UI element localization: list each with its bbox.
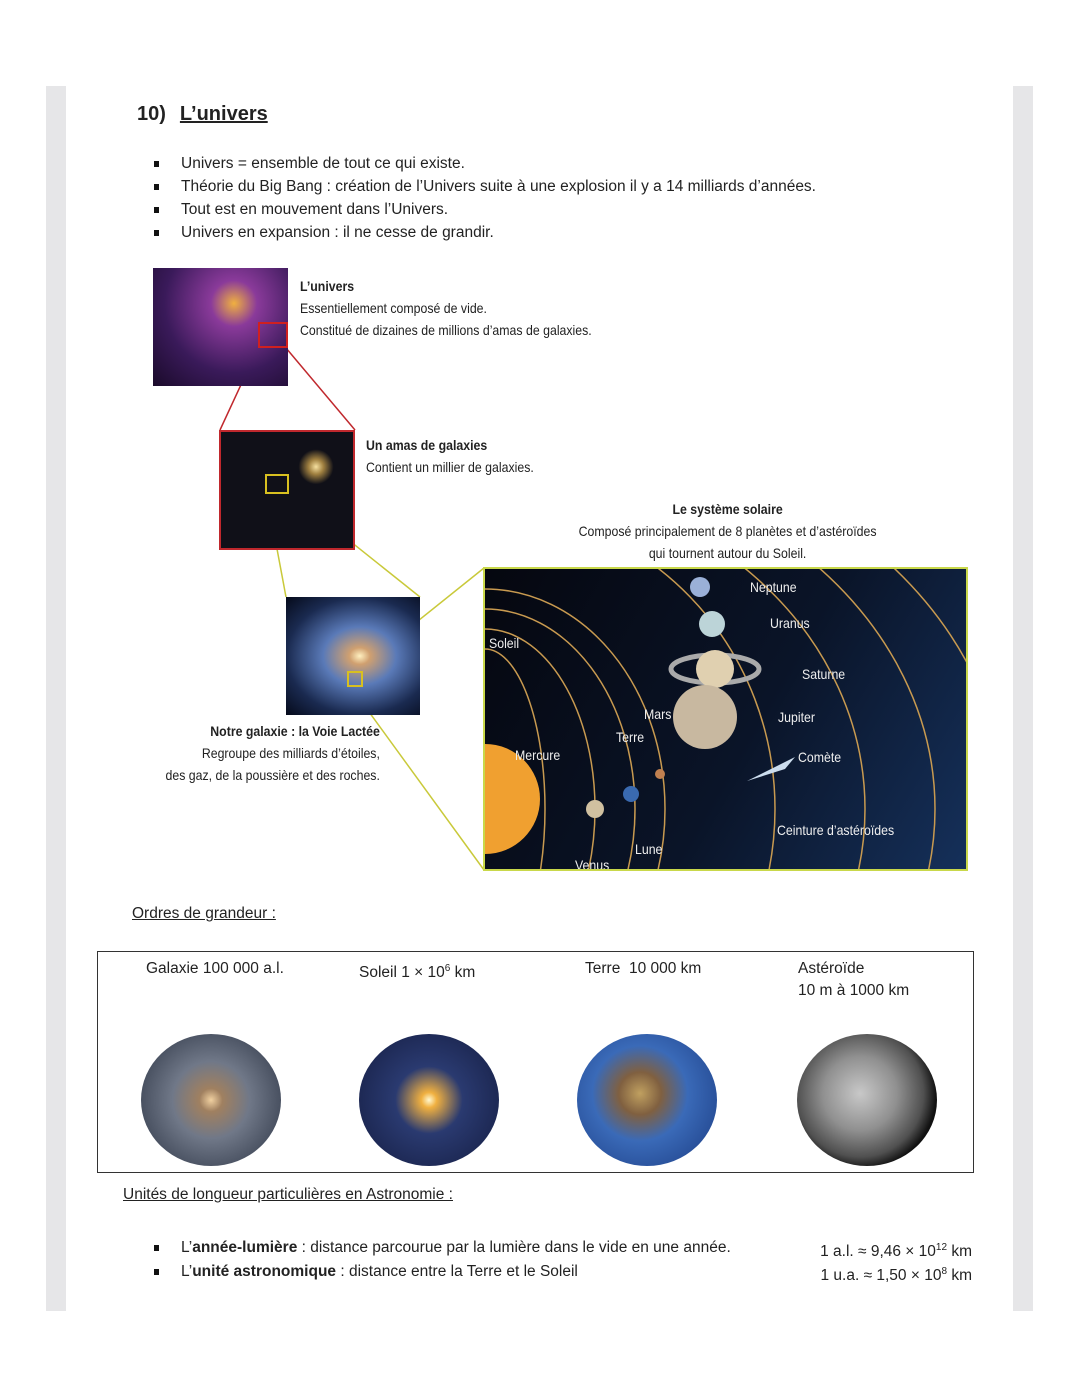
- amas-caption: [366, 434, 534, 478]
- milky-way-image: [286, 597, 420, 715]
- caption-line: Regroupe des milliards d’étoiles,: [201, 745, 380, 761]
- universe-image: [153, 268, 288, 386]
- earth-image: [577, 1034, 717, 1166]
- item-size: 100 000 a.l.: [202, 960, 284, 977]
- item-size: 10 000 km: [628, 960, 702, 977]
- value-unit: km: [947, 1267, 972, 1285]
- label-soleil: Soleil: [489, 635, 520, 651]
- caption-line: Constitué de dizaines de millions d’amas de galaxies.: [300, 322, 592, 338]
- zoom-frame: [265, 474, 289, 494]
- value-exponent: 8: [941, 1266, 948, 1277]
- list-item: [150, 1260, 972, 1284]
- item-name: Astéroïde: [798, 960, 865, 977]
- sun-image: [359, 1034, 499, 1166]
- caption-line: des gaz, de la poussière et des roches.: [165, 767, 380, 783]
- galaxy-cluster-image: [219, 430, 355, 550]
- item-size: 1 × 10: [401, 964, 445, 982]
- term: année-lumière: [192, 1239, 298, 1256]
- term: unité astronomique: [192, 1263, 337, 1280]
- label-mercure: Mercure: [515, 747, 561, 763]
- label-neptune: Neptune: [750, 579, 797, 595]
- caption-line: qui tournent autour du Soleil.: [648, 545, 807, 561]
- asteroid-image: [797, 1034, 937, 1166]
- systeme-caption: [556, 498, 899, 564]
- ordres-table: [97, 951, 974, 1173]
- label-jupiter: Jupiter: [778, 709, 815, 725]
- item-name: Galaxie: [146, 960, 199, 977]
- ordre-soleil: [359, 958, 475, 984]
- caption-line: Contient un millier de galaxies.: [366, 459, 534, 475]
- item-exponent: 6: [444, 963, 451, 974]
- section-title: L’univers: [179, 103, 268, 125]
- caption-title: L’univers: [300, 278, 355, 294]
- item-size: 10 m à 1000 km: [798, 982, 910, 999]
- list-item: Théorie du Big Bang : création de l’Univers suite à une explosion il y a 14 milliards d’années.: [150, 175, 816, 198]
- value-exponent: 12: [935, 1242, 948, 1253]
- caption-title: Le système solaire: [672, 501, 783, 517]
- galaxie-caption: [137, 720, 380, 786]
- caption-line: Composé principalement de 8 planètes et d’astéroïdes: [578, 523, 877, 539]
- item-name: Soleil: [359, 964, 397, 982]
- prefix: L’: [181, 1263, 193, 1280]
- value-base: 1 u.a. ≈ 1,50 × 10: [820, 1267, 942, 1285]
- ordre-galaxie: [146, 958, 284, 980]
- label-ceinture: Ceinture d’astéroïdes: [777, 822, 895, 838]
- value-unit: km: [947, 1243, 972, 1261]
- list-item: Univers en expansion : il ne cesse de grandir.: [150, 221, 816, 244]
- univers-caption: [300, 275, 592, 341]
- item-unit: km: [450, 964, 476, 982]
- prefix: L’: [181, 1239, 193, 1256]
- value-base: 1 a.l. ≈ 9,46 × 10: [820, 1243, 936, 1261]
- label-saturne: Saturne: [802, 666, 846, 682]
- galaxy-image: [141, 1034, 281, 1166]
- value: [820, 1260, 972, 1288]
- unites-heading: Unités de longueur particulières en Astronomie :: [123, 1186, 453, 1203]
- label-venus: Venus: [575, 857, 610, 871]
- section-number: 10): [137, 103, 166, 125]
- ordre-terre: [585, 958, 701, 980]
- ordres-heading: Ordres de grandeur :: [132, 905, 276, 922]
- ordre-asteroide: [798, 958, 909, 1002]
- definition: : distance entre la Terre et le Soleil: [336, 1263, 578, 1280]
- caption-title: Un amas de galaxies: [366, 437, 488, 453]
- label-lune: Lune: [635, 841, 663, 857]
- label-mars: Mars: [644, 706, 672, 722]
- label-terre: Terre: [616, 729, 645, 745]
- list-item: Tout est en mouvement dans l’Univers.: [150, 198, 816, 221]
- item-name: Terre: [585, 960, 621, 977]
- label-uranus: Uranus: [770, 615, 810, 631]
- caption-title: Notre galaxie : la Voie Lactée: [210, 723, 380, 739]
- orbits: [485, 569, 968, 871]
- list-item: Univers = ensemble de tout ce qui existe.: [150, 152, 816, 175]
- unites-list: [150, 1236, 972, 1284]
- label-comete: Comète: [798, 749, 842, 765]
- definition: : distance parcourue par la lumière dans le vide en une année.: [297, 1239, 731, 1256]
- zoom-frame: [347, 671, 363, 687]
- solar-system-image: [483, 567, 968, 871]
- caption-line: Essentiellement composé de vide.: [300, 300, 487, 316]
- list-item: [150, 1236, 972, 1260]
- zoom-frame: [258, 322, 288, 348]
